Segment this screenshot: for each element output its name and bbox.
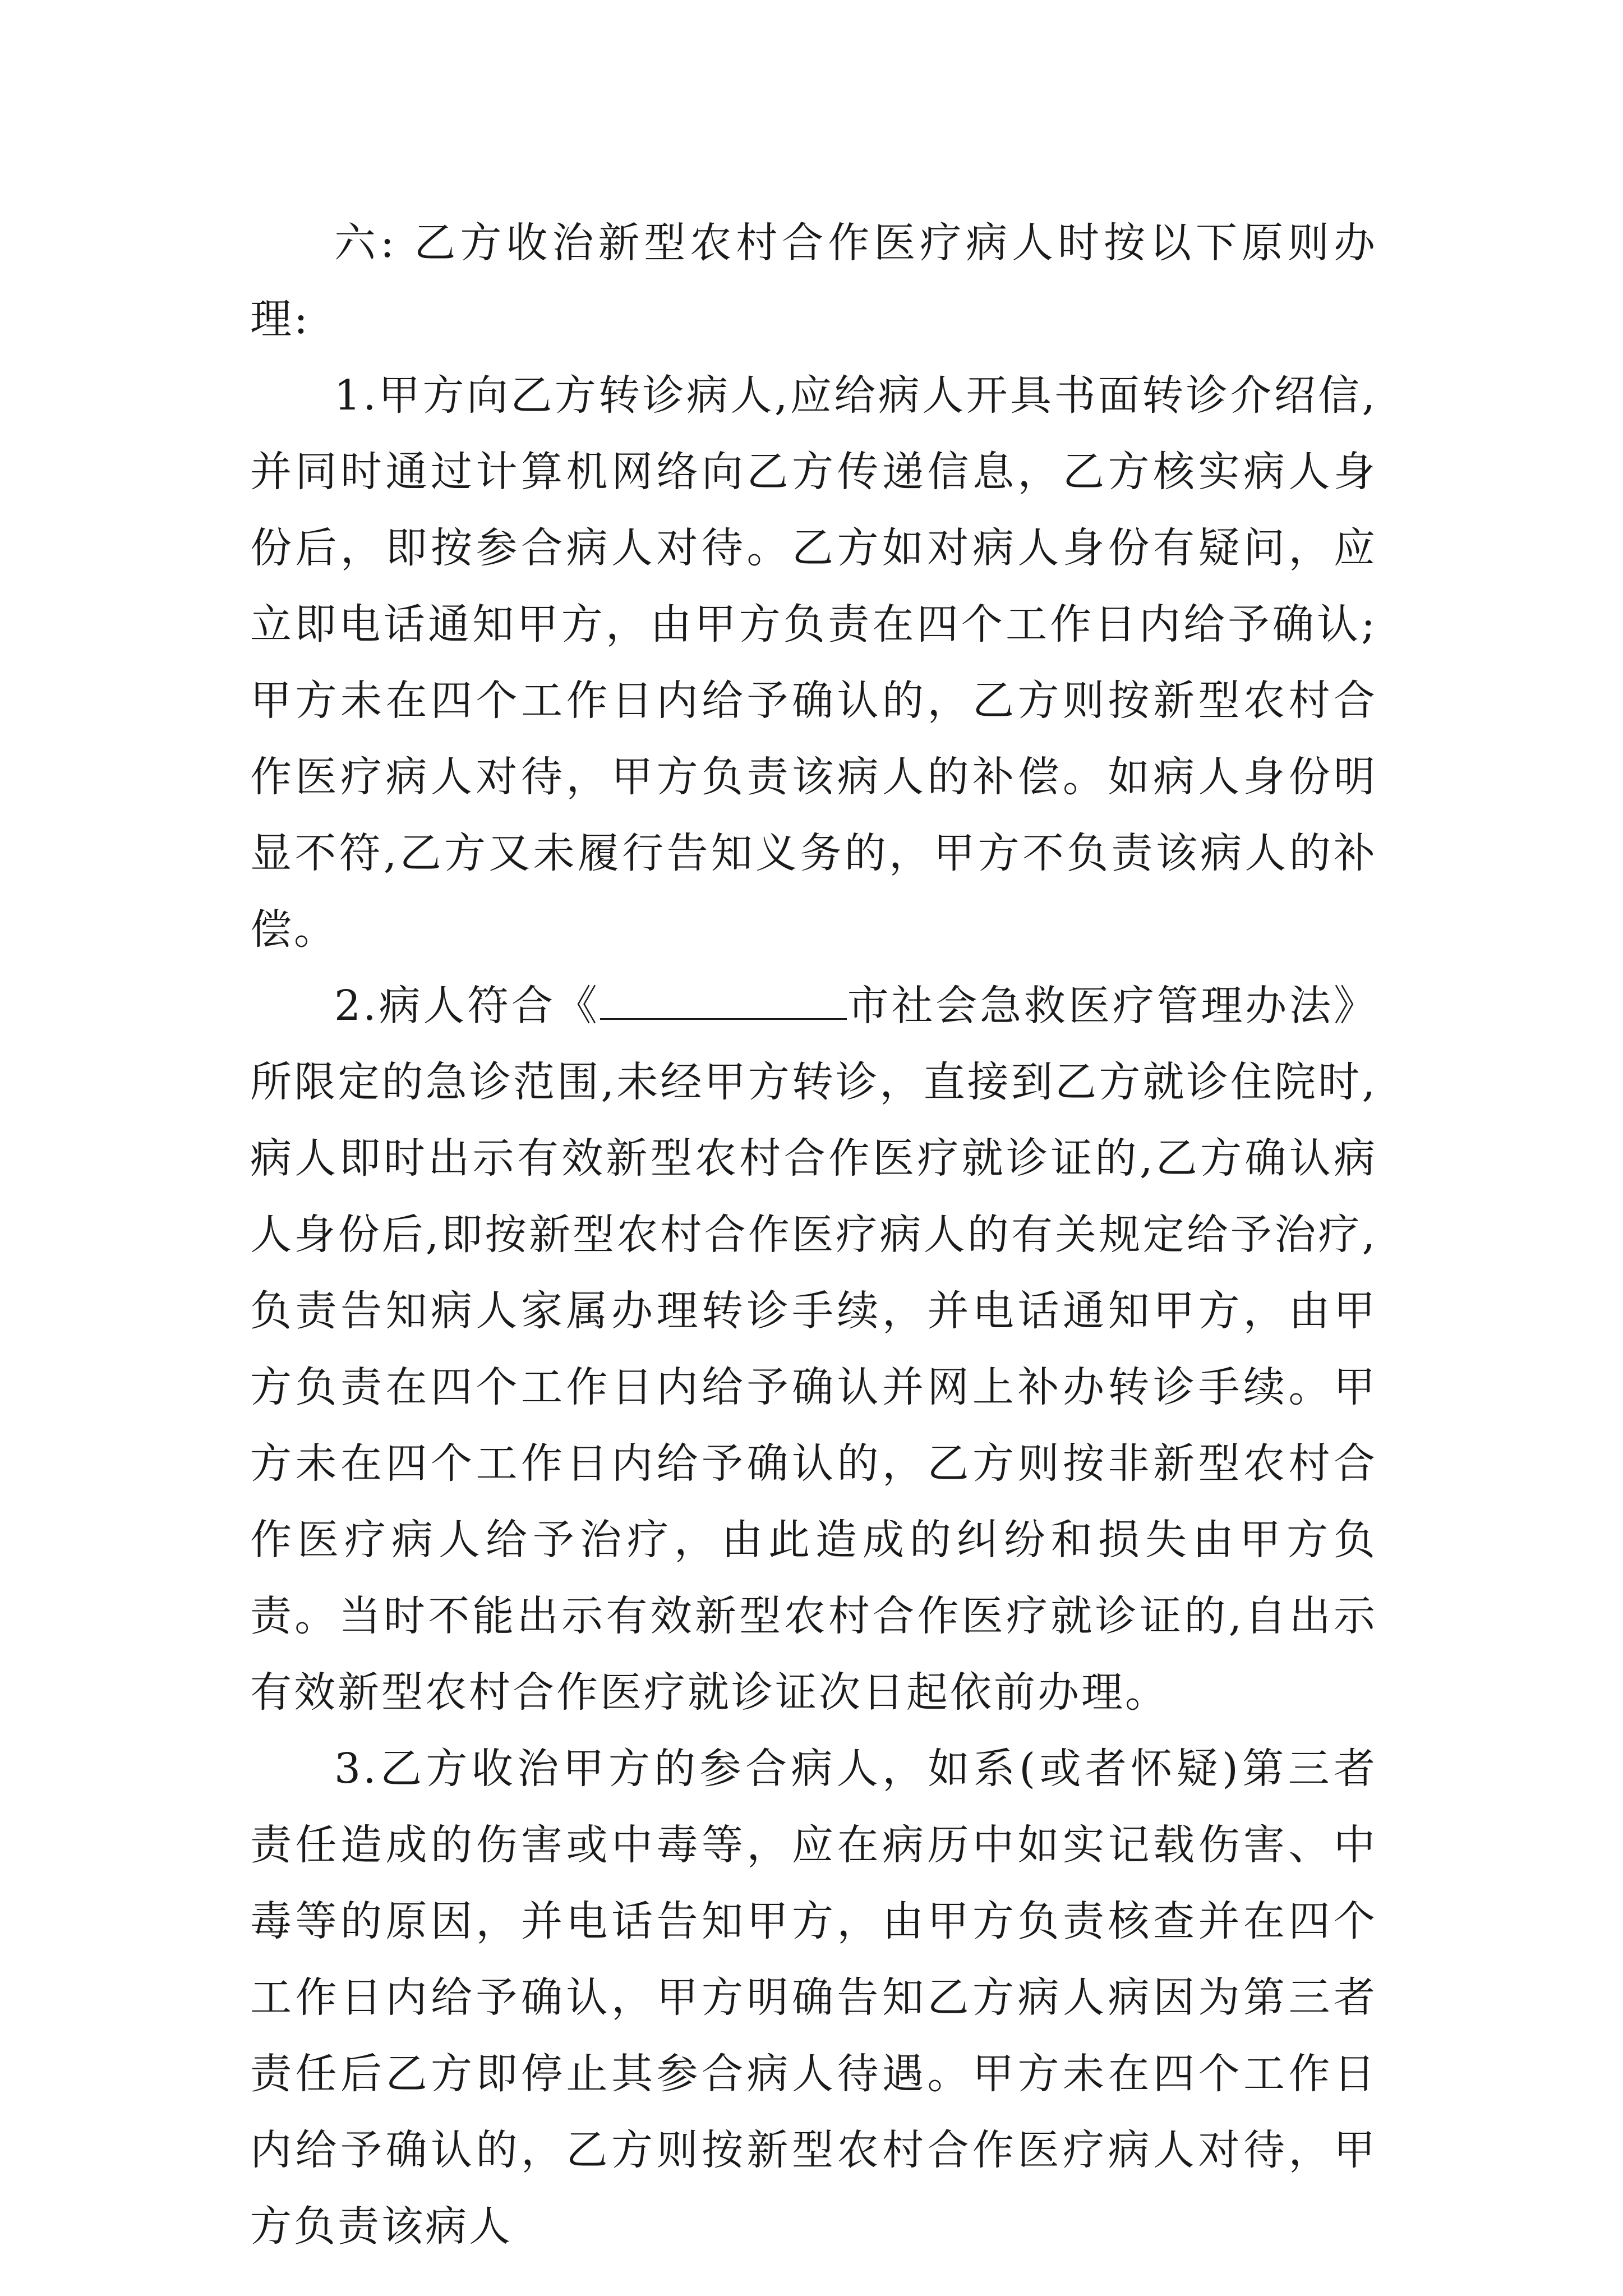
- section-heading: 六: 乙方收治新型农村合作医疗病人时按以下原则办理:: [250, 219, 1377, 343]
- clause-2-text: 市社会急救医疗管理办法》所限定的急诊范围,未经甲方转诊，直接到乙方就诊住院时,病人即时出示有效新型农村合作医疗就诊证的,乙方确认病人身份后,即按新型农村合作医疗病人的有关规定给予治疗,负责告知病人家属办理转诊手续，并电话通知甲方，由甲方负责在四个工作日内给予确认并网上补办转诊手续。甲方未在四个工作日内给予确认的，乙方则按非新型农村合作医疗病人给予治疗，由此造成的纠纷和损失由甲方负责。当时不能出示有效新型农村合作医疗就诊证的,自出示有效新型农村合作医疗就诊证次日起依前办理。: [250, 982, 1377, 1717]
- document-body: [250, 205, 1377, 2265]
- clause-3: 3.乙方收治甲方的参合病人，如系(或者怀疑)第三者责任造成的伤害或中毒等，应在病历中如实记载伤害、中毒等的原因，并电话告知甲方，由甲方负责核查并在四个工作日内给予确认，甲方明确告知乙方病人病因为第三者责任后乙方即停止其参合病人待遇。甲方未在四个工作日内给予确认的，乙方则按新型农村合作医疗病人对待，甲方负责该病人: [250, 1745, 1377, 2251]
- clause-1: 1.甲方向乙方转诊病人,应给病人开具书面转诊介绍信,并同时通过计算机网络向乙方传递信息，乙方核实病人身份后，即按参合病人对待。乙方如对病人身份有疑问，应立即电话通知甲方，由甲方负责在四个工作日内给予确认;甲方未在四个工作日内给予确认的，乙方则按新型农村合作医疗病人对待，甲方负责该病人的补偿。如病人身份明显不符,乙方又未履行告知义务的，甲方不负责该病人的补偿。: [250, 371, 1377, 954]
- fill-in-blank: [600, 979, 847, 1020]
- clause-2-prefix: 2.病人符合《: [334, 982, 600, 1030]
- clause-2: [250, 968, 1377, 1731]
